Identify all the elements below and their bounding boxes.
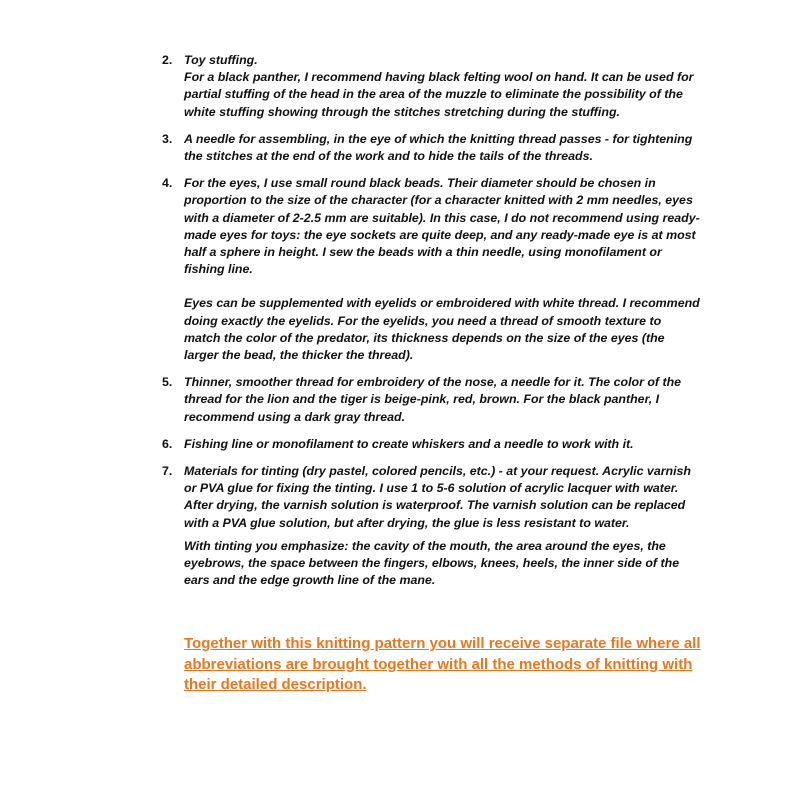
- item-text: Thinner, smoother thread for embroidery of the nose, a needle for it. The color of the thread for the lion and the tiger is beige-pink, red, brown. For the black panther, I recommend using a dark gray thread.: [184, 375, 682, 424]
- list-item-7: [160, 463, 700, 589]
- item-number: 6.: [162, 436, 173, 451]
- materials-list: [160, 52, 700, 599]
- item-number: 7.: [162, 464, 173, 479]
- item-number: 5.: [162, 375, 173, 390]
- item-text: For the eyes, I use small round black beads. Their diameter should be chosen in proportion to the size of the character (for a character knitted with 2 mm needles, eyes with a diameter of 2-2.5 mm are suitable). In this case, I do not recommend using ready-made eyes for toys: the eye sockets are quite deep, and any ready-made eye is at most half a sphere in height. I sew the beads with a thin needle, using monofilament or fishing line.: [184, 176, 700, 277]
- list-item-5: [160, 374, 700, 426]
- list-item-2: [160, 52, 700, 121]
- item-text: Fishing line or monofilament to create whiskers and a needle to work with it.: [184, 436, 634, 451]
- item-text: Materials for tinting (dry pastel, colored pencils, etc.) - at your request. Acrylic varnish or PVA glue for fixing the tinting. I use 1 to 5-6 solution of acrylic lacquer with water. After drying, the varnish solution is waterproof. The varnish solution can be replaced with a PVA glue solution, but after drying, the glue is less resistant to water.: [184, 464, 691, 530]
- item-number: 3.: [162, 131, 173, 146]
- item-text: Eyes can be supplemented with eyelids or embroidered with white thread. I recommend doing exactly the eyelids. For the eyelids, you need a thread of smooth texture to match the color of the predator, its thickness depends on the size of the eyes (the larger the bead, the thicker the thread).: [184, 296, 700, 363]
- list-item-3: [160, 131, 700, 165]
- item-number: 2.: [162, 53, 173, 67]
- item-text: For a black panther, I recommend having black felting wool on hand. It can be used for partial stuffing of the head in the area of the muzzle to eliminate the possibility of the white stuffing showing through the stitches stretching during the stuffing.: [184, 70, 694, 119]
- item-text: A needle for assembling, in the eye of which the knitting thread passes - for tightening the stitches at the end of the work and to hide the tails of the threads.: [184, 131, 693, 164]
- item-heading: Toy stuffing.: [184, 53, 258, 67]
- item-text: With tinting you emphasize: the cavity of the mouth, the area around the eyes, the eyebrows, the space between the fingers, elbows, knees, heels, the inner side of the ears and the edge growth line of the mane.: [184, 538, 680, 588]
- list-item-6: [160, 436, 700, 453]
- abbreviations-note: Together with this knitting pattern you will receive separate file where all abbreviations are brought together with all the methods of knitting with their detailed description.: [184, 635, 701, 693]
- list-item-4: [160, 175, 700, 364]
- item-number: 4.: [162, 176, 173, 191]
